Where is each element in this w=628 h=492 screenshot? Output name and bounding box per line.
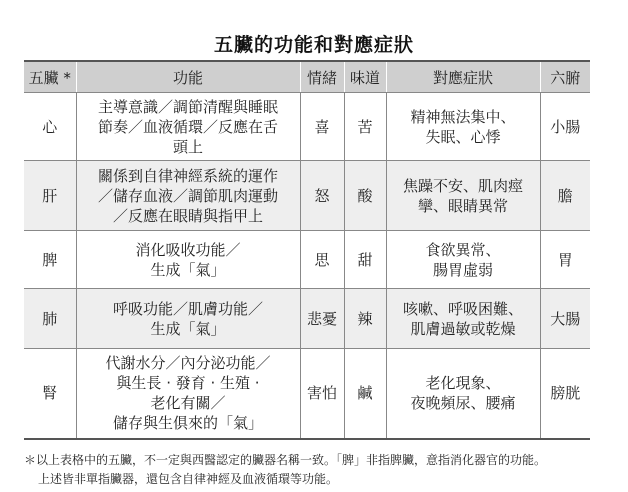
footnote xyxy=(24,451,614,489)
table-row-heart xyxy=(24,93,590,161)
function-line: 呼吸功能／肌膚功能／ xyxy=(112,299,263,318)
taste-cell: 辣 xyxy=(344,289,386,349)
symptoms-cell xyxy=(386,349,540,439)
footnote-line: ＊以上表格中的五臟，不一定與西醫認定的臟器名稱一致。「脾」非指脾臟，意指消化器官的功能。 xyxy=(24,453,547,467)
taste-cell: 酸 xyxy=(344,161,386,231)
organ-cell: 肝 xyxy=(24,161,76,231)
table-title: 五臟的功能和對應症狀 xyxy=(213,34,414,56)
symptom-line: 咳嗽、呼吸困難、 xyxy=(402,299,523,318)
function-cell xyxy=(76,161,300,231)
fu-cell: 膀胱 xyxy=(540,349,590,439)
symptom-line: 焦躁不安、肌肉痙 xyxy=(402,176,523,195)
function-cell xyxy=(76,231,300,289)
symptom-line: 精神無法集中、 xyxy=(410,107,516,126)
fu-cell: 胃 xyxy=(540,231,590,289)
emotion-cell: 害怕 xyxy=(300,349,344,439)
emotion-cell: 思 xyxy=(300,231,344,289)
function-line: ／儲存血液／調節肌肉運動 xyxy=(97,186,278,205)
organ-cell: 心 xyxy=(24,93,76,161)
table-row-lung xyxy=(24,289,590,349)
emotion-cell: 喜 xyxy=(300,93,344,161)
table-header-row xyxy=(24,61,590,93)
table-row-kidney xyxy=(24,349,590,439)
symptoms-cell xyxy=(386,231,540,289)
symptom-line: 老化現象、 xyxy=(425,374,501,393)
symptoms-cell xyxy=(386,93,540,161)
taste-cell: 鹹 xyxy=(344,349,386,439)
fu-cell: 小腸 xyxy=(540,93,590,161)
table-row-spleen xyxy=(24,231,590,289)
function-cell xyxy=(76,289,300,349)
symptom-line: 腸胃虛弱 xyxy=(432,260,493,279)
symptoms-cell xyxy=(386,289,540,349)
footnote-line: 上述皆非單指臟器，還包含自律神經及血液循環等功能。 xyxy=(38,472,339,486)
function-line: 消化吸收功能／ xyxy=(135,240,241,259)
function-cell xyxy=(76,93,300,161)
organ-cell: 腎 xyxy=(24,349,76,439)
function-line: 頭上 xyxy=(172,137,203,156)
organ-cell: 脾 xyxy=(24,231,76,289)
symptom-line: 夜晚頻尿、腰痛 xyxy=(410,394,516,413)
symptom-line: 食欲異常、 xyxy=(425,240,501,259)
taste-cell: 甜 xyxy=(344,231,386,289)
function-line: 儲存與生俱來的「氣」 xyxy=(112,414,263,433)
function-line: 與生長 ‧ 發育 ‧ 生殖 ‧ xyxy=(116,374,260,393)
function-line: 生成「氣」 xyxy=(150,260,226,279)
header-fu: 六腑 xyxy=(540,61,590,93)
function-line: ／反應在眼睛與指甲上 xyxy=(112,206,263,225)
header-organ: 五臟 * xyxy=(24,61,76,93)
header-taste: 味道 xyxy=(344,61,386,93)
function-line: 代謝水分／內分泌功能／ xyxy=(105,354,271,373)
emotion-cell: 怒 xyxy=(300,161,344,231)
function-line: 主導意識／調節清醒與睡眠 xyxy=(97,97,278,116)
function-line: 節奏／血液循環／反應在舌 xyxy=(97,117,278,136)
organ-function-table xyxy=(24,60,590,440)
header-emotion: 情緒 xyxy=(300,61,344,93)
fu-cell: 大腸 xyxy=(540,289,590,349)
function-line: 生成「氣」 xyxy=(150,319,226,338)
symptom-line: 攣、眼睛異常 xyxy=(417,196,508,215)
header-symptoms: 對應症狀 xyxy=(386,61,540,93)
header-function: 功能 xyxy=(76,61,300,93)
function-line: 老化有關／ xyxy=(150,394,226,413)
function-cell xyxy=(76,349,300,439)
taste-cell: 苦 xyxy=(344,93,386,161)
table-row-liver xyxy=(24,161,590,231)
emotion-cell: 悲憂 xyxy=(300,289,344,349)
symptom-line: 失眠、心悸 xyxy=(425,127,501,146)
organ-cell: 肺 xyxy=(24,289,76,349)
fu-cell: 膽 xyxy=(540,161,590,231)
symptom-line: 肌膚過敏或乾燥 xyxy=(410,319,516,338)
symptoms-cell xyxy=(386,161,540,231)
function-line: 關係到自律神經系統的運作 xyxy=(97,166,278,185)
